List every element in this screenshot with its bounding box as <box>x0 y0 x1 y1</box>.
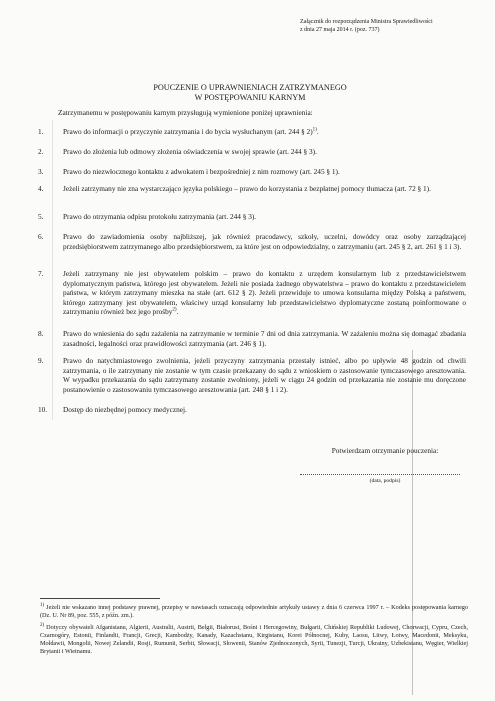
right-item <box>38 405 466 415</box>
right-item <box>38 147 466 157</box>
item-text: Jeżeli zatrzymany nie zna wystarczająco języka polskiego – prawo do korzystania z bezpłatnej pomocy tłumacza (art. 72 § 1). <box>63 184 431 193</box>
item-number: 8. <box>38 329 44 338</box>
footnote-text: Jeżeli nie wskazano innej podstawy prawnej, przepisy w nawiasach oznaczają odpowiednie artykuły ustawy z dnia 6 czerwca 1997 r. – Kodeks postępowania karnego (Dz. U. Nr 89, poz. 555, z późn. zm.). <box>40 604 468 620</box>
footnote-text: Dotyczy obywateli Afganistanu, Algierii, Australii, Austrii, Belgii, Białorusi, Bośni i Hercegowiny, Bułgarii, Chińskiej Republiki Ludowej, Chorwacji, Cypru, Czech, Czarnogóry, Estonii, Finlandii, Francji, Grecji, Kambodży, Kanady, Kazachstanu, Kirgistanu, Korei Północnej, Kuby, Laosu, Litwy, Łotwy, Macedonii, Meksyku, Mołdawii, Mongolii, Nowej Zelandii, Rosji, Rumunii, Serbii, Słowacji, Słowenii, Stanów Zjednoczonych, Syrii, Tunezji, Turcji, Ukrainy, Uzbekistanu, Węgier, Wielkiej Brytanii i Wietnamu. <box>40 624 468 656</box>
title-line: W POSTĘPOWANIU KARNYM <box>194 93 306 102</box>
right-item <box>38 232 466 251</box>
document-title <box>40 83 460 103</box>
right-item <box>38 329 466 348</box>
item-text: Prawo do złożenia lub odmowy złożenia oświadczenia w swojej sprawie (art. 244 § 3). <box>63 147 317 156</box>
footnote-mark: 2) <box>40 623 45 628</box>
item-text: Jeżeli zatrzymany nie jest obywatelem polskim – prawo do kontaktu z urzędem konsularnym lub z przedstawicielstwem dyplomatycznym państwa, którego jest obywatelem. Jeżeli nie posiada żadnego obywatelstwa – prawo do kontaktu z przedstawicielem państwa, w którym zatrzymany mieszka na stałe (art. 612 § 2). Jeżeli przewiduje to umowa konsularna między Polską a państwem, którego zatrzymany jest obywatelem, właściwy urząd konsularny lub przedstawicielstwo dyplomatyczne zostaną poinformowane o zatrzymaniu również bez jego prośby$^{2)}$. <box>63 269 466 317</box>
signature-caption: (data, podpis) <box>369 478 401 484</box>
title-line: POUCZENIE O UPRAWNIENIACH ZATRZYMANEGO <box>153 83 347 92</box>
right-item <box>38 356 466 394</box>
footnote-divider <box>40 598 160 599</box>
item-text: Prawo do niezwłocznego kontaktu z adwokatem i bezpośredniej z nim rozmowy (art. 245 § 1). <box>63 167 340 176</box>
right-item <box>38 167 466 177</box>
confirmation-label: Potwierdzam otrzymanie pouczenia: <box>331 446 439 455</box>
footnote <box>40 602 468 620</box>
item-number: 7. <box>38 269 44 278</box>
footnote-mark: 1) <box>40 603 45 608</box>
reference-line: Załącznik do rozporządzenia Ministra Sprawiedliwości <box>300 19 433 25</box>
item-text: Prawo do otrzymania odpisu protokołu zatrzymania (art. 244 § 3). <box>63 212 257 221</box>
item-text: Prawo do zawiadomienia osoby najbliższej, jak również pracodawcy, szkoły, uczelni, dowódcy oraz osoby zarządzającej przedsiębiorstwem zatrzymanego albo przedsiębiorstwem, za które jest on odpowiedzialny, o zatrzymaniu (art. 245 § 2, art. 261 § 1 i 3). <box>63 232 466 251</box>
right-item <box>38 184 466 194</box>
item-text: Prawo do natychmiastowego zwolnienia, jeżeli przyczyny zatrzymania przestały istnieć, albo po upływie 48 godzin od chwili zatrzymania, o ile zatrzymany nie zostanie w tym czasie przekazany do sądu z wnioskiem o zastosowanie tymczasowego aresztowania. W wypadku przekazania do sądu zatrzymany zostanie zwolniony, jeżeli w ciągu 24 godzin od przekazania nie zostanie mu doręczone postanowienie o zastosowaniu tymczasowego aresztowania (art. 248 § 1 i 2). <box>63 356 466 394</box>
item-number: 6. <box>38 232 44 241</box>
right-item <box>38 269 466 317</box>
item-number: 9. <box>38 356 44 365</box>
item-text: Prawo do wniesienia do sądu zażalenia na zatrzymanie w terminie 7 dni od dnia zatrzymania. W zażaleniu można się domagać zbadania zasadności, legalności oraz prawidłowości zatrzymania (art. 246 § 1). <box>63 329 466 348</box>
item-number: 1. <box>38 127 44 136</box>
item-number: 3. <box>38 167 44 176</box>
reference-line: z dnia 27 maja 2014 r. (poz. 737) <box>300 27 380 33</box>
intro-text: Zatrzymanemu w postępowaniu karnym przysługują wymienione poniżej uprawnienia: <box>58 108 313 117</box>
item-number: 4. <box>38 184 44 193</box>
right-item <box>38 127 466 137</box>
right-item <box>38 212 466 222</box>
footnote <box>40 622 468 656</box>
reference-header <box>300 18 480 34</box>
item-text: Dostęp do niezbędnej pomocy medycznej. <box>63 405 187 414</box>
item-text: Prawo do informacji o przyczynie zatrzymania i do bycia wysłuchanym (art. 244 § 2)$^{1)}$. <box>63 127 319 136</box>
item-number: 10. <box>38 405 48 414</box>
item-number: 5. <box>38 212 44 221</box>
signature-line <box>300 474 460 475</box>
item-number: 2. <box>38 147 44 156</box>
